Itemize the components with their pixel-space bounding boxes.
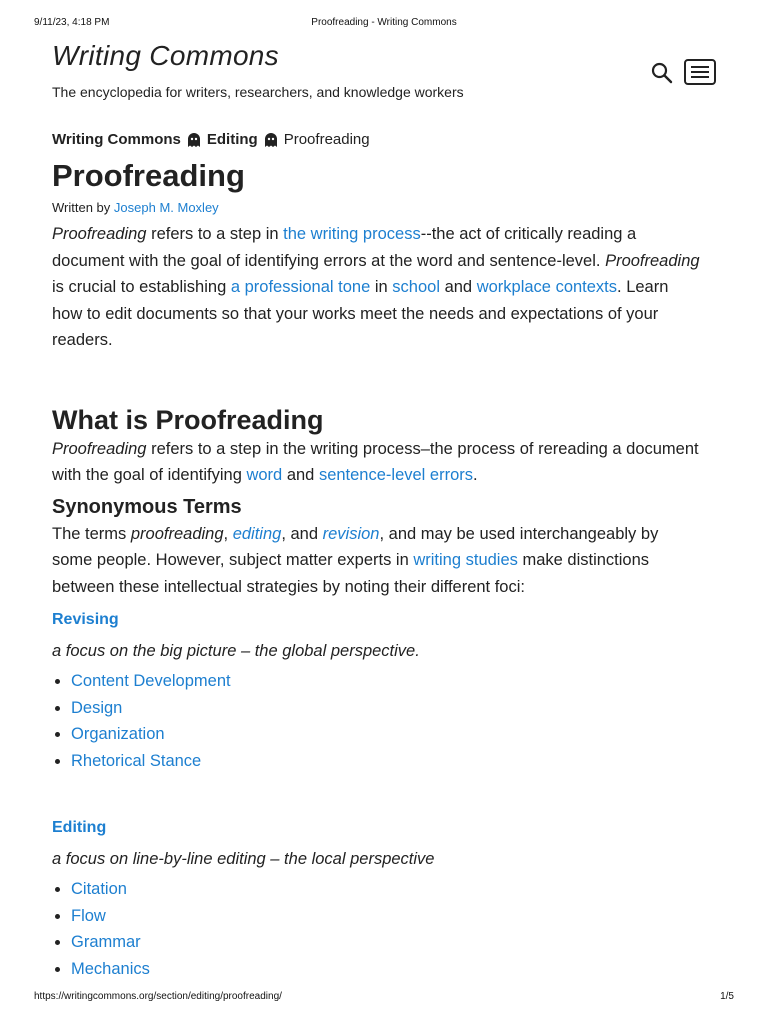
synonymous-paragraph [52, 521, 702, 601]
list-item-link[interactable]: Mechanics [71, 959, 150, 978]
word-link[interactable]: word [246, 466, 283, 484]
editing-label[interactable]: Editing [52, 819, 107, 836]
breadcrumb-current: Proofreading [283, 131, 370, 148]
intro-text: is crucial to establishing [52, 278, 231, 296]
site-title[interactable]: Writing Commons [52, 40, 279, 71]
breadcrumb-section[interactable]: Editing [206, 131, 258, 148]
print-page-number: 1/5 [720, 991, 734, 1002]
editing-list [52, 876, 702, 982]
professional-tone-link[interactable]: a professional tone [230, 278, 371, 296]
writing-process-link[interactable]: the writing process [283, 225, 421, 243]
what-is-text: refers to a step in the writing process–the process of rereading a document with the goal of identifying [52, 439, 699, 484]
print-page-title: Proofreading - Writing Commons [311, 17, 457, 28]
ghost-icon [187, 132, 201, 148]
hamburger-menu-icon [691, 65, 709, 79]
list-item [71, 956, 702, 983]
intro-text: refers to a step in [146, 225, 284, 243]
writing-studies-link[interactable]: writing studies [413, 551, 518, 569]
intro-text: and [440, 278, 477, 296]
synonymous-text: , and [281, 524, 323, 543]
print-date: 9/11/23, 4:18 PM [34, 17, 110, 28]
intro-text: in [370, 278, 393, 296]
list-item [71, 929, 702, 956]
what-is-term: Proofreading [52, 439, 147, 458]
intro-text: . Learn how to edit documents so that your works meet the needs and expectations of your readers. [52, 278, 669, 349]
revising-label[interactable]: Revising [52, 611, 119, 628]
what-is-paragraph [52, 436, 702, 489]
intro-text: --the act of critically reading a document with the goal of identifying errors at the word and sentence-level. [52, 225, 637, 270]
synonymous-text: , [223, 524, 233, 543]
revising-list [52, 668, 702, 774]
editing-link[interactable]: editing [232, 524, 282, 543]
list-item [71, 695, 702, 722]
print-url: https://writingcommons.org/section/editing/proofreading/ [34, 991, 282, 1002]
list-item-link[interactable]: Flow [71, 906, 106, 925]
print-footer [34, 991, 734, 1005]
byline [52, 199, 702, 217]
intro-paragraph [52, 221, 702, 354]
revision-link[interactable]: revision [322, 524, 380, 543]
list-item-link[interactable]: Citation [71, 880, 127, 898]
intro-term: Proofreading [52, 225, 147, 243]
what-is-heading: What is Proofreading [52, 404, 324, 435]
print-header [34, 17, 734, 31]
list-item [71, 876, 702, 903]
school-link[interactable]: school [392, 278, 440, 296]
list-item [71, 668, 702, 695]
byline-prefix: Written by [52, 200, 111, 215]
list-item-link[interactable]: Design [71, 698, 123, 717]
sentence-level-errors-link[interactable]: sentence-level errors [318, 466, 474, 484]
list-item [71, 748, 702, 775]
site-tagline: The encyclopedia for writers, researchers, and knowledge workers [52, 84, 464, 100]
list-item-link[interactable]: Content Development [71, 672, 231, 690]
revising-focus: a focus on the big picture – the global perspective. [52, 642, 420, 660]
breadcrumb-home[interactable]: Writing Commons [52, 131, 181, 148]
menu-button[interactable] [684, 59, 716, 85]
workplace-contexts-link[interactable]: workplace contexts [476, 278, 618, 296]
page-title: Proofreading [52, 158, 245, 193]
list-item-link[interactable]: Organization [71, 725, 165, 743]
list-item-link[interactable]: Grammar [71, 933, 141, 951]
list-item [71, 721, 702, 748]
intro-term: Proofreading [605, 251, 700, 270]
article-content [52, 130, 702, 982]
synonymous-term: proofreading [130, 524, 224, 543]
author-link[interactable]: Joseph M. Moxley [113, 200, 219, 215]
breadcrumb [52, 130, 702, 150]
synonymous-terms-heading: Synonymous Terms [52, 495, 242, 518]
ghost-icon [264, 132, 278, 148]
list-item-link[interactable]: Rhetorical Stance [71, 751, 202, 770]
synonymous-text: make distinctions between these intellectual strategies by noting their different foci: [52, 551, 650, 596]
list-item [71, 903, 702, 930]
what-is-text: and [282, 466, 319, 484]
editing-focus: a focus on line-by-line editing – the local perspective [52, 850, 435, 868]
what-is-text: . [473, 466, 478, 484]
synonymous-text: , and may be used interchangeably by some people. However, subject matter experts in [52, 524, 659, 569]
synonymous-text: The terms [52, 524, 131, 543]
search-icon[interactable] [651, 62, 673, 84]
